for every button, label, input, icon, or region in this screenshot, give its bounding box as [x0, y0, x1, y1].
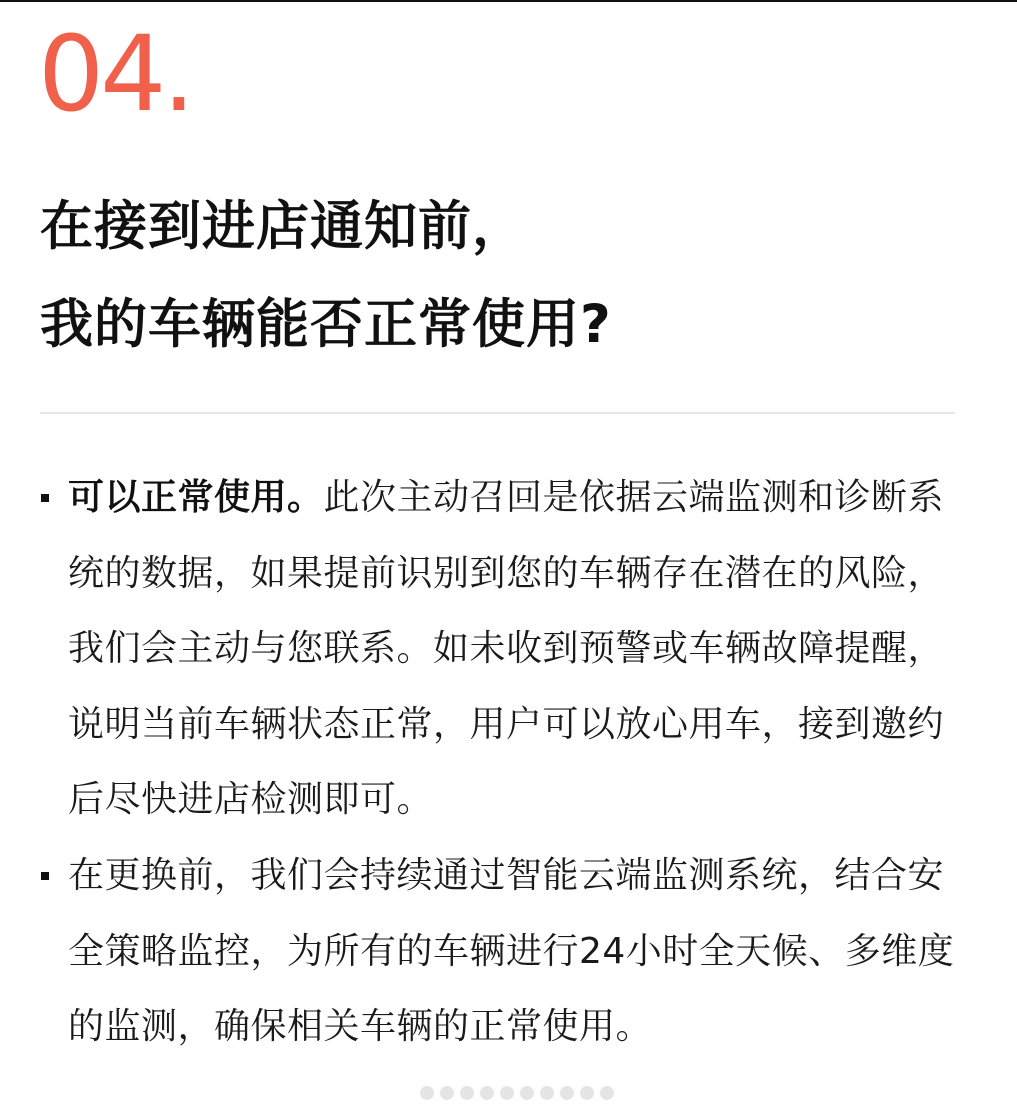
- section-number: 04.: [38, 13, 192, 135]
- question-title: [40, 178, 980, 374]
- answer-text: 在更换前，我们会持续通过智能云端监测系统，结合安全策略监控，为所有的车辆进行24小时全天候、多维度的监测，确保相关车辆的正常使用。: [68, 854, 955, 1048]
- answer-item-2: [40, 838, 960, 1065]
- bullet-square-icon: [41, 494, 49, 502]
- title-line-2: 我的车辆能否正常使用?: [40, 294, 612, 355]
- answer-lead: 可以正常使用。: [68, 477, 324, 518]
- watermark: [420, 1078, 614, 1108]
- answer-item-1: [40, 460, 960, 838]
- top-border: [0, 0, 1017, 2]
- answer-list: [40, 460, 960, 1065]
- answer-text: 此次主动召回是依据云端监测和诊断系统的数据，如果提前识别到您的车辆存在潜在的风险，我们会主动与您联系。如未收到预警或车辆故障提醒，说明当前车辆状态正常，用户可以放心用车，接到邀约后尽快进店检测即可。: [68, 477, 945, 821]
- title-line-1: 在接到进店通知前，: [40, 196, 526, 257]
- divider: [40, 412, 955, 414]
- bullet-square-icon: [41, 872, 49, 880]
